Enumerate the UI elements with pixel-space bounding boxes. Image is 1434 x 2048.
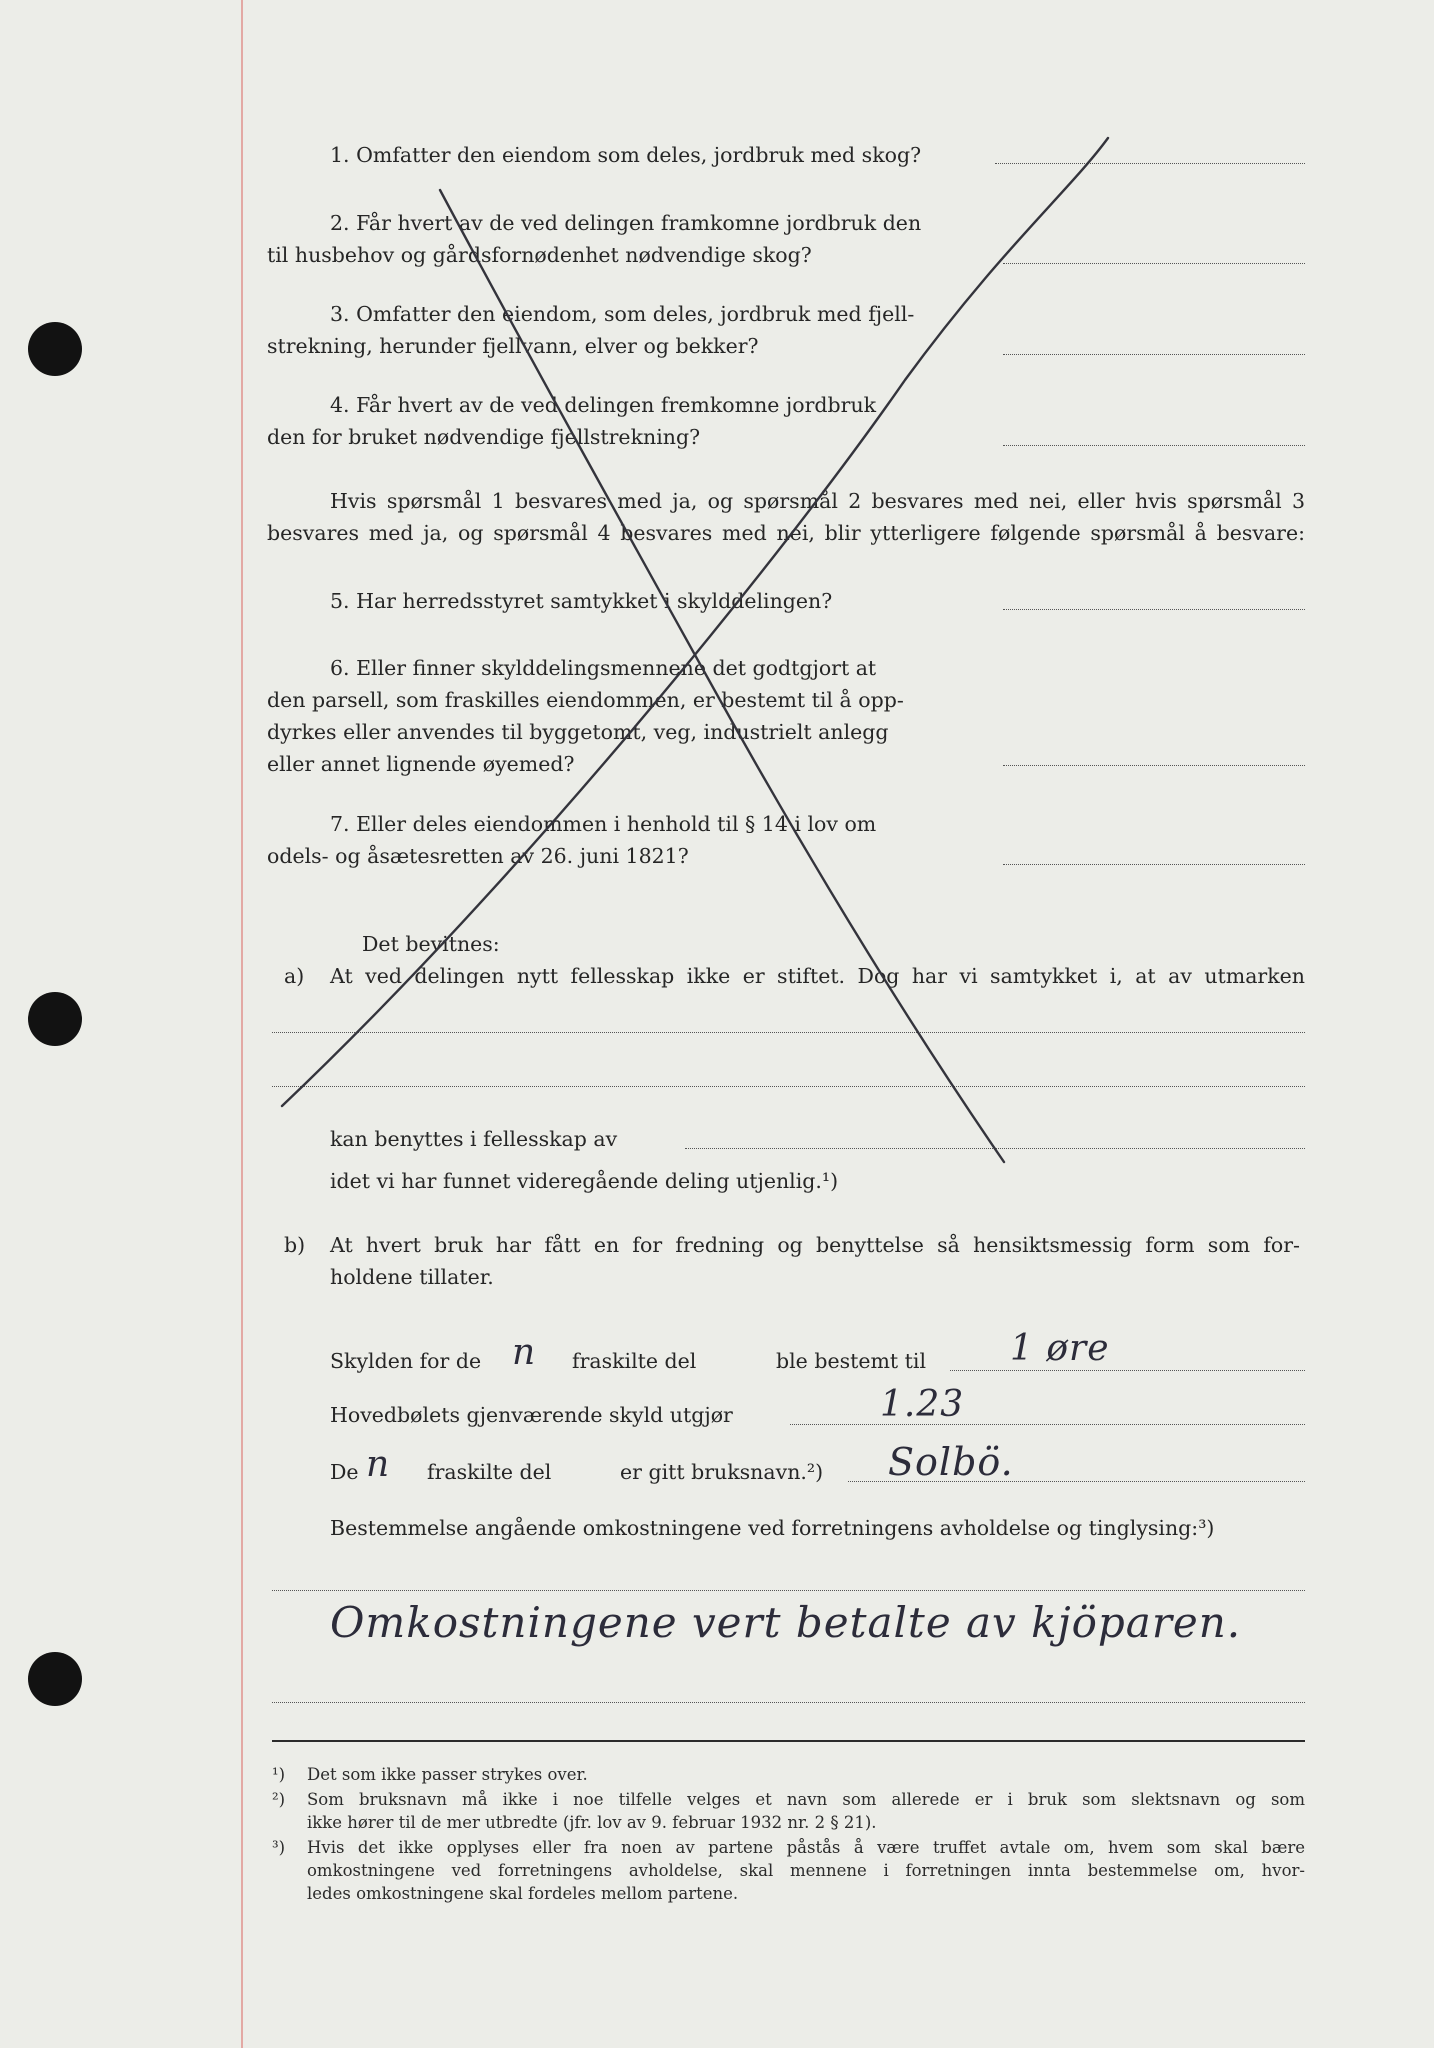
- question-4-line-1: 4. Får hvert av de ved delingen fremkomne jordbruk: [330, 393, 877, 417]
- question-2-line-1: 2. Får hvert av de ved delingen framkomne jordbruk den: [330, 211, 922, 235]
- footnote-2-line-2: ikke hører til de mer utbredte (jfr. lov av 9. februar 1932 nr. 2 § 21).: [307, 1813, 877, 1832]
- answer-line-6: [1003, 765, 1305, 766]
- main-farm-label: Hovedbølets gjenværende skyld utgjør: [330, 1403, 733, 1427]
- answer-line-1: [995, 163, 1305, 164]
- skyld-handwritten-n: n: [512, 1332, 537, 1373]
- answer-line-7: [1003, 864, 1305, 865]
- further-division-text: idet vi har funnet videregående deling utjenlig.¹): [330, 1169, 839, 1193]
- question-6-line-1: 6. Eller finner skylddelingsmennene det godtgjort at: [330, 656, 877, 680]
- footnote-separator: [272, 1740, 1305, 1742]
- question-7-line-1: 7. Eller deles eiendommen i henhold til § 14 i lov om: [330, 812, 877, 836]
- attest-b-line-2: holdene tillater.: [330, 1265, 494, 1289]
- question-3-line-1: 3. Omfatter den eiendom, som deles, jordbruk med fjell-: [330, 302, 915, 326]
- footnote-2-line-1: Som bruksnavn må ikke i noe tilfelle velges et navn som allerede er i bruk som slektsnavn og som: [307, 1790, 1305, 1809]
- answer-line-3: [1003, 354, 1305, 355]
- punch-hole: [28, 1652, 82, 1706]
- footnote-3-line-2: omkostningene ved forretningens avholdelse, skal mennene i forretningen innta bestemmelse om, hvor-: [307, 1861, 1305, 1880]
- question-3-line-2: strekning, herunder fjellvann, elver og bekker?: [267, 334, 759, 358]
- footnote-3-line-1: Hvis det ikke opplyses eller fra noen av partene påstås å være truffet avtale om, hvem som skal bære: [307, 1838, 1305, 1857]
- name-label: er gitt bruksnavn.²): [620, 1460, 824, 1484]
- main-farm-line: [790, 1424, 1305, 1425]
- costs-label: Bestemmelse angående omkostningene ved forretningens avholdelse og tinglysing:³): [330, 1516, 1215, 1540]
- answer-line-4: [1003, 445, 1305, 446]
- question-4-line-2: den for bruket nødvendige fjellstrekning?: [267, 425, 701, 449]
- attest-a-text: At ved delingen nytt fellesskap ikke er stiftet. Dog har vi samtykket i, at av utmarken: [330, 964, 1305, 988]
- question-6-line-2: den parsell, som fraskilles eiendommen, er bestemt til å opp-: [267, 688, 904, 712]
- question-5: 5. Har herredsstyret samtykket i skylddelingen?: [330, 589, 833, 613]
- skyld-value-line: [950, 1370, 1305, 1371]
- utmark-line-2: [272, 1086, 1305, 1087]
- answer-line-5: [1003, 609, 1305, 610]
- name-middle: fraskilte del: [427, 1460, 552, 1484]
- attest-heading: Det bevitnes:: [362, 932, 500, 956]
- question-1: 1. Omfatter den eiendom som deles, jordbruk med skog?: [330, 143, 922, 167]
- footnote-1-mark: ¹): [272, 1765, 286, 1784]
- skyld-value: 1 øre: [1010, 1328, 1110, 1369]
- farm-name-value: Solbö.: [888, 1440, 1014, 1484]
- answer-line-2: [1003, 263, 1305, 264]
- costs-line-2: [272, 1702, 1305, 1703]
- name-prefix: De: [330, 1460, 359, 1484]
- footnote-1-text: Det som ikke passer strykes over.: [307, 1765, 588, 1784]
- shared-use-line: [685, 1148, 1305, 1149]
- punch-hole: [28, 992, 82, 1046]
- question-7-line-2: odels- og åsætesretten av 26. juni 1821?: [267, 844, 689, 868]
- attest-b-marker: b): [284, 1233, 306, 1257]
- red-margin-rule: [241, 0, 243, 2048]
- footnote-3-mark: ³): [272, 1838, 286, 1857]
- skyld-middle: fraskilte del: [572, 1349, 697, 1373]
- name-handwritten-n: n: [366, 1444, 391, 1485]
- main-farm-value: 1.23: [880, 1384, 965, 1425]
- question-6-line-3: dyrkes eller anvendes til byggetomt, veg, industrielt anlegg: [267, 720, 889, 744]
- punch-hole: [28, 322, 82, 376]
- footnote-3-line-3: ledes omkostningene skal fordeles mellom partene.: [307, 1884, 739, 1903]
- skyld-prefix: Skylden for de: [330, 1349, 482, 1373]
- costs-line-1: [272, 1590, 1305, 1591]
- footnote-2-mark: ²): [272, 1790, 286, 1809]
- shared-use-label: kan benyttes i fellesskap av: [330, 1127, 618, 1151]
- attest-b-line-1: At hvert bruk har fått en for fredning og benyttelse så hensiktsmessig form som for-: [330, 1233, 1300, 1257]
- question-2-line-2: til husbehov og gårdsfornødenhet nødvendige skog?: [267, 243, 812, 267]
- attest-a-marker: a): [284, 964, 305, 988]
- condition-line-2: besvares med ja, og spørsmål 4 besvares med nei, blir ytterligere følgende spørsmål å besvare:: [267, 521, 1305, 545]
- condition-line-1: Hvis spørsmål 1 besvares med ja, og spørsmål 2 besvares med nei, eller hvis spørsmål 3: [330, 489, 1305, 513]
- question-6-line-4: eller annet lignende øyemed?: [267, 752, 575, 776]
- utmark-line-1: [272, 1032, 1305, 1033]
- costs-value: Omkostningene vert betalte av kjöparen.: [330, 1598, 1242, 1647]
- skyld-determined: ble bestemt til: [776, 1349, 927, 1373]
